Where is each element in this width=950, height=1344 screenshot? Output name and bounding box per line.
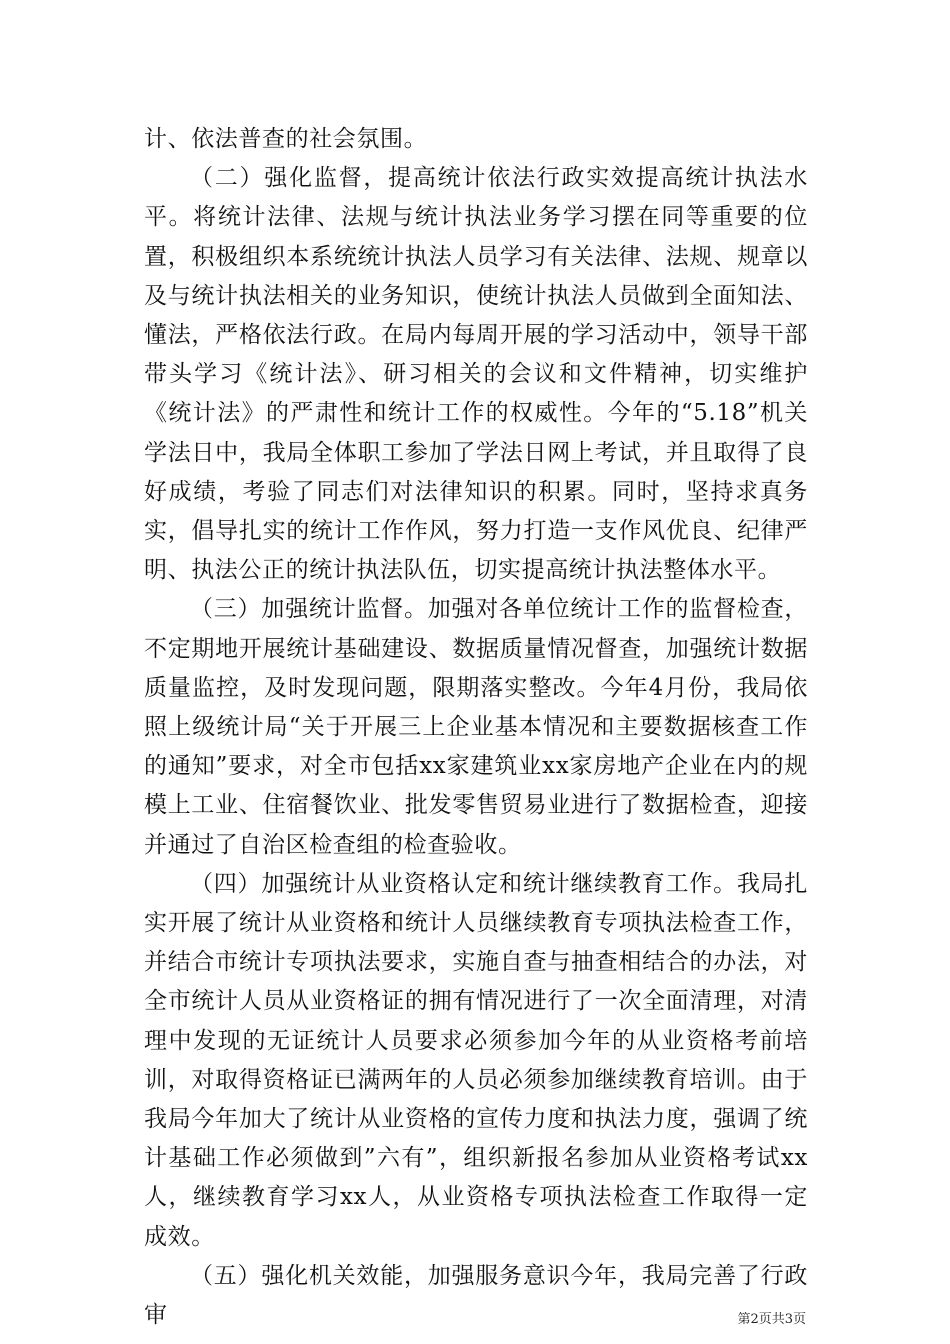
paragraph-section-2: （二）强化监督，提高统计依法行政实效提高统计执法水平。将统计法律、法规与统计执法业务学习摆在同等重要的位置，积极组织本系统统计执法人员学习有关法律、法规、规章以及与统计执法相关的业务知识，使统计执法人员做到全面知法、懂法，严格依法行政。在局内每周开展的学习活动中，领导干部带头学习《统计法》、研习相关的会议和文件精神，切实维护《统计法》的严肃性和统计工作的权威性。今年的“5.18”机关学法日中，我局全体职工参加了学法日网上考试，并且取得了良好成绩，考验了同志们对法律知识的积累。同时，坚持求真务实，倡导扎实的统计工作作风，努力打造一支作风优良、纪律严明、执法公正的统计执法队伍，切实提高统计执法整体水平。 bbox=[144, 165, 808, 584]
paragraph-continuation: 计、依法普查的社会氛围。 bbox=[144, 126, 428, 152]
document-body bbox=[144, 120, 808, 1335]
page-number: 第2页共3页 bbox=[737, 1312, 806, 1327]
paragraph-section-4: （四）加强统计从业资格认定和统计继续教育工作。我局扎实开展了统计从业资格和统计人员继续教育专项执法检查工作，并结合市统计专项执法要求，实施自查与抽查相结合的办法，对全市统计人员从业资格证的拥有情况进行了一次全面清理，对清理中发现的无证统计人员要求必须参加今年的从业资格考前培训，对取得资格证已满两年的人员必须参加继续教育培训。由于我局今年加大了统计从业资格的宣传力度和执法力度，强调了统计基础工作必须做到”六有”，组织新报名参加从业资格考试xx人，继续教育学习xx人，从业资格专项执法检查工作取得一定成效。 bbox=[144, 870, 808, 1250]
paragraph-section-3: （三）加强统计监督。加强对各单位统计工作的监督检查，不定期地开展统计基础建设、数据质量情况督查，加强统计数据质量监控，及时发现问题，限期落实整改。今年4月份，我局依照上级统计局“关于开展三上企业基本情况和主要数据核查工作的通知”要求，对全市包括xx家建筑业xx家房地产企业在内的规模上工业、住宿餐饮业、批发零售贸易业进行了数据检查，迎接并通过了自治区检查组的检查验收。 bbox=[144, 596, 808, 858]
paragraph-section-5: （五）强化机关效能，加强服务意识今年，我局完善了行政审 bbox=[144, 1262, 808, 1329]
